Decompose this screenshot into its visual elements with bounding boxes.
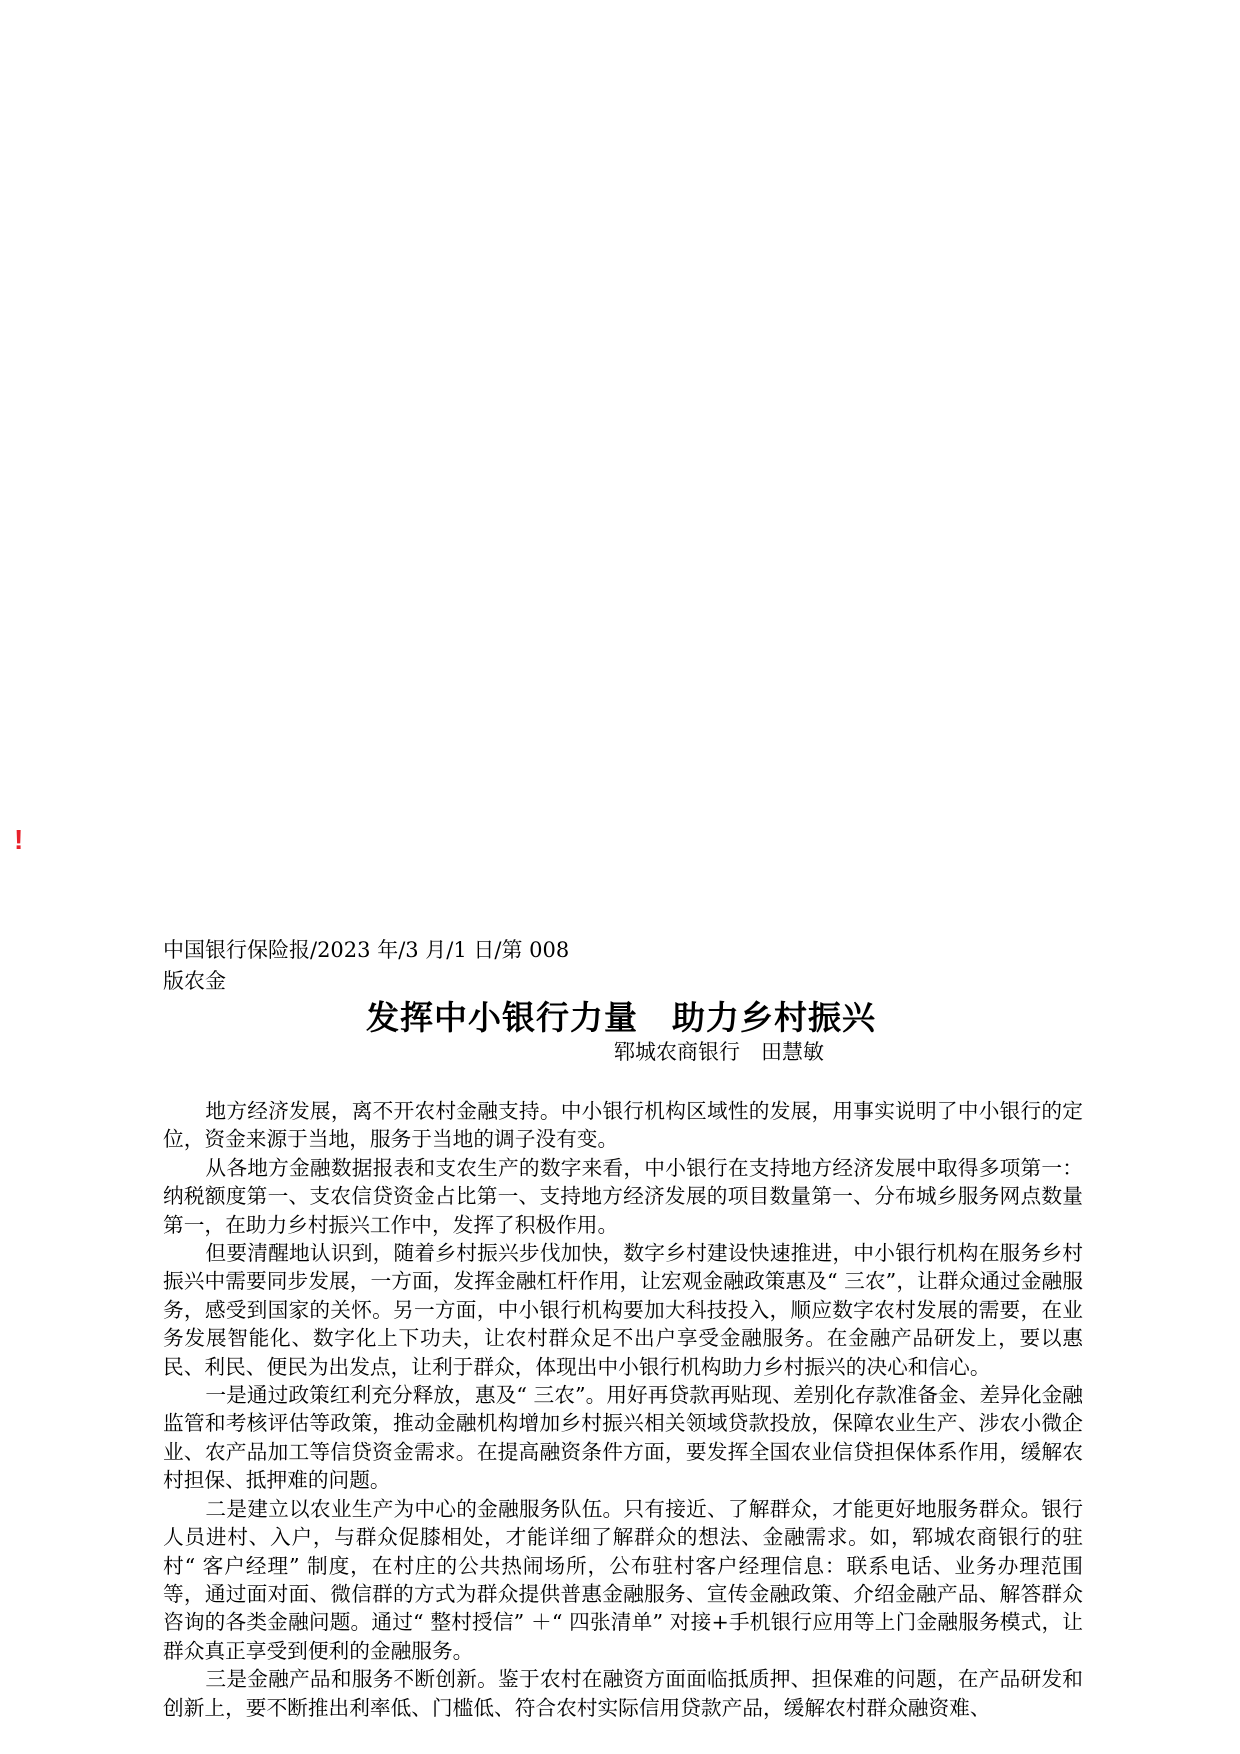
paragraph: 二是建立以农业生产为中心的金融服务队伍。只有接近、了解群众，才能更好地服务群众。银行人员进村、入户，与群众促膝相处，才能详细了解群众的想法、金融需求。如，郓城农商银行的驻村“ 客户经理” 制度，在村庄的公共热闹场所，公布驻村客户经理信息：联系电话、业务办理范围等，通过面对面、微信群的方式为群众提供普惠金融服务、宣传金融政策、介绍金融产品、解答群众咨询的各类金融问题。通过“ 整村授信” ＋“ 四张清单” 对接+手机银行应用等上门金融服务模式，让群众真正享受到便利的金融服务。 <box>163 1496 1083 1663</box>
paragraph: 一是通过政策红利充分释放，惠及“ 三农”。用好再贷款再贴现、差别化存款准备金、差异化金融监管和考核评估等政策，推动金融机构增加乡村振兴相关领域贷款投放，保障农业生产、涉农小微企业、农产品加工等信贷资金需求。在提高融资条件方面，要发挥全国农业信贷担保体系作用，缓解农村担保、抵押难的问题。 <box>163 1383 1083 1493</box>
source-line-1: 中国银行保险报/2023 年/3 月/1 日/第 008 <box>163 938 570 962</box>
warning-mark: ! <box>14 824 24 855</box>
source-header <box>163 935 583 997</box>
article-body <box>163 1097 1083 1754</box>
paragraph: 但要清醒地认识到，随着乡村振兴步伐加快，数字乡村建设快速推进，中小银行机构在服务乡村振兴中需要同步发展，一方面，发挥金融杠杆作用，让宏观金融政策惠及“ 三农”，让群众通过金融服务，感受到国家的关怀。另一方面，中小银行机构要加大科技投入，顺应数字农村发展的需要，在业务发展智能化、数字化上下功夫，让农村群众足不出户享受金融服务。在金融产品研发上，要以惠民、利民、便民为出发点，让利于群众，体现出中小银行机构助力乡村振兴的决心和信心。 <box>163 1241 1083 1379</box>
paragraph: 从各地方金融数据报表和支农生产的数字来看，中小银行在支持地方经济发展中取得多项第一：纳税额度第一、支农信贷资金占比第一、支持地方经济发展的项目数量第一、分布城乡服务网点数量第一，在助力乡村振兴工作中，发挥了积极作用。 <box>163 1155 1083 1237</box>
article-byline: 郓城农商银行 田慧敏 <box>614 1040 824 1064</box>
paragraph: 地方经济发展，离不开农村金融支持。中小银行机构区域性的发展，用事实说明了中小银行的定位，资金来源于当地，服务于当地的调子没有变。 <box>163 1099 1083 1152</box>
source-line-2: 版农金 <box>163 969 226 993</box>
paragraph: 三是金融产品和服务不断创新。鉴于农村在融资方面面临抵质押、担保难的问题，在产品研发和创新上，要不断推出利率低、门槛低、符合农村实际信用贷款产品，缓解农村群众融资难、 <box>163 1667 1083 1720</box>
article-title: 发挥中小银行力量 助力乡村振兴 <box>366 998 876 1037</box>
